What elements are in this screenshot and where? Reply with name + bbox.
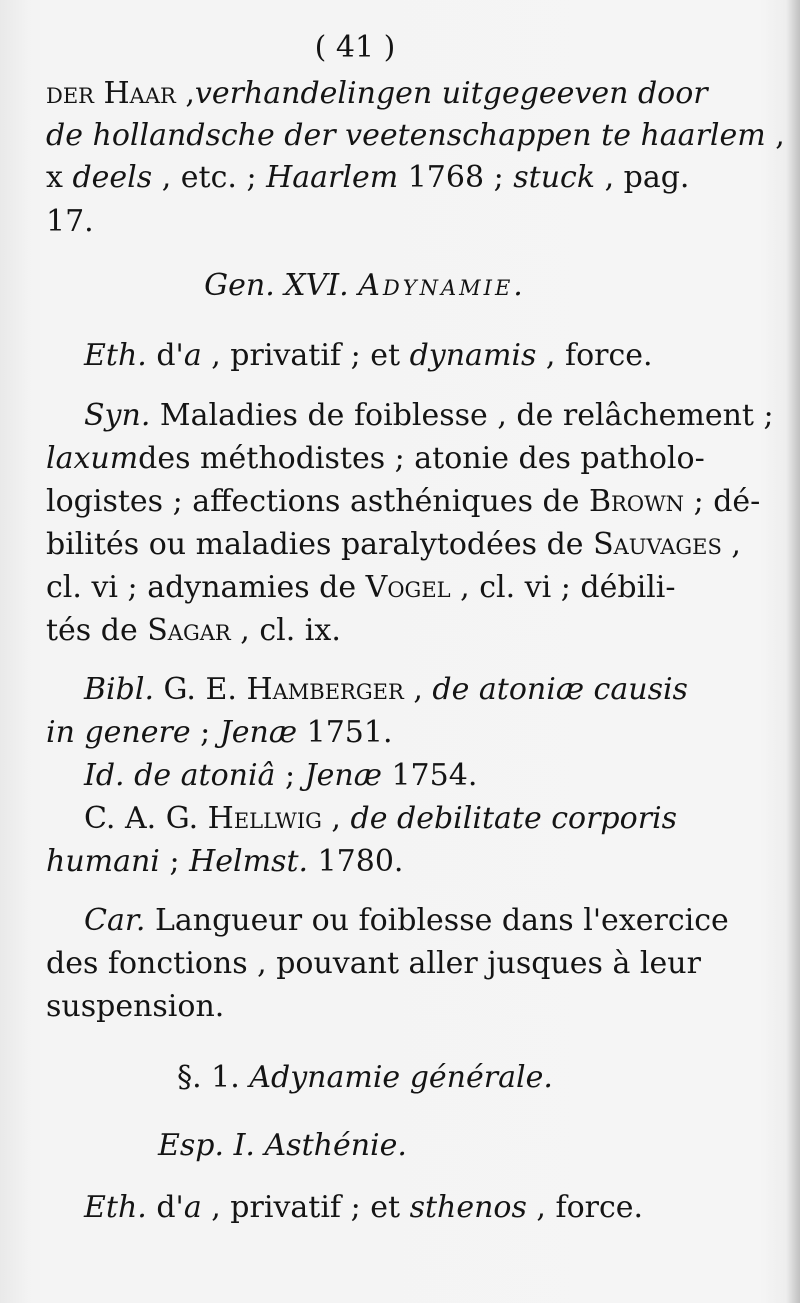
page-edge-shadow bbox=[786, 0, 800, 1303]
synonyms-line-2: laxum des méthodistes ; atonie des patholo- bbox=[46, 441, 705, 476]
synonyms-line-1: Syn. Maladies de foiblesse , de relâchement ; bbox=[84, 398, 774, 433]
bibliography-line-5: humani ; Helmst. 1780. bbox=[46, 844, 404, 879]
bibliography-line-4: C. A. G. Hellwig , de debilitate corporis bbox=[84, 801, 678, 836]
bibliography-line-3: Id. de atoniâ ; Jenæ 1754. bbox=[84, 758, 478, 793]
bibliography-line-1: Bibl. G. E. Hamberger , de atoniæ causis bbox=[84, 672, 688, 707]
genus-heading: Gen. XVI. Adynamie. bbox=[204, 268, 526, 303]
etymology-line-2: Eth. d'a , privatif ; et sthenos , force. bbox=[84, 1190, 644, 1225]
section-heading: §. 1. Adynamie générale. bbox=[177, 1060, 553, 1095]
species-heading: Esp. I. Asthénie. bbox=[158, 1128, 407, 1163]
characteristics-line-3: suspension. bbox=[46, 989, 225, 1024]
synonyms-line-3: logistes ; affections asthéniques de Brown ; dé- bbox=[46, 484, 761, 519]
text-line-1: der Haar , verhandelingen uitgegeeven door bbox=[46, 76, 708, 111]
synonyms-line-5: cl. vi ; adynamies de Vogel , cl. vi ; débili- bbox=[46, 570, 676, 605]
page-number: ( 41 ) bbox=[314, 30, 396, 65]
characteristics-line-1: Car. Langueur ou foiblesse dans l'exercice bbox=[84, 903, 729, 938]
text-line-2: de hollandsche der veetenschappen te haarlem , bbox=[46, 118, 785, 153]
bibliography-line-2: in genere ; Jenæ 1751. bbox=[46, 715, 393, 750]
etymology-line: Eth. d'a , privatif ; et dynamis , force. bbox=[84, 338, 653, 373]
text-line-4: 17. bbox=[46, 204, 94, 239]
characteristics-line-2: des fonctions , pouvant aller jusques à leur bbox=[46, 946, 701, 981]
synonyms-line-6: tés de Sagar , cl. ix. bbox=[46, 613, 341, 648]
synonyms-line-4: bilités ou maladies paralytodées de Sauvages , bbox=[46, 527, 741, 562]
text-line-3: x deels , etc. ; Haarlem 1768 ; stuck , pag. bbox=[46, 160, 690, 195]
